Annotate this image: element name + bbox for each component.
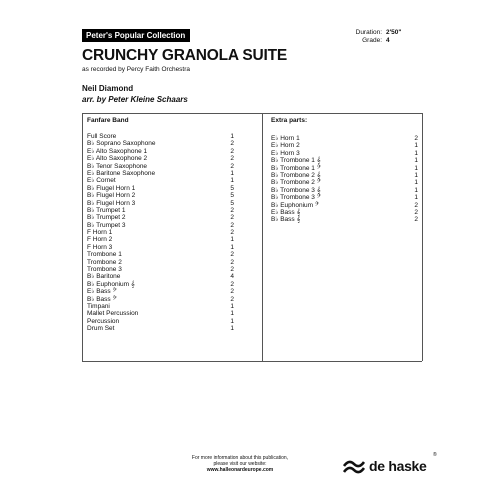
part-quantity: 1 <box>230 177 234 185</box>
part-name: B♭ Flugel Horn 1 <box>87 184 136 192</box>
extra-heading: Extra parts: <box>271 117 308 124</box>
publisher-logo <box>343 452 437 474</box>
part-name: E♭ Horn 2 <box>271 142 300 150</box>
part-quantity: 1 <box>230 243 234 251</box>
part-name: E♭ Alto Saxophone 2 <box>87 155 148 163</box>
fanfare-parts-list <box>87 133 234 333</box>
part-row <box>87 155 234 162</box>
part-quantity: 4 <box>230 273 234 281</box>
part-name: Trombone 1 <box>87 251 122 259</box>
duration-row <box>340 29 420 37</box>
footer-info <box>160 455 320 474</box>
column-divider <box>262 113 263 361</box>
part-name: B♭ Trombone 3 𝄞 <box>271 186 321 194</box>
part-row <box>87 200 234 207</box>
part-quantity: 2 <box>230 295 234 303</box>
de-haske-logo-icon <box>343 458 365 474</box>
part-quantity: 1 <box>414 194 418 202</box>
part-name: F Horn 1 <box>87 229 113 237</box>
part-name: Mallet Percussion <box>87 310 139 318</box>
part-quantity: 2 <box>414 208 418 216</box>
website-link[interactable]: www.halleonardeurope.com <box>206 467 274 474</box>
grade-label: Grade: <box>362 37 382 44</box>
part-quantity: 2 <box>230 155 234 163</box>
bottom-divider <box>82 361 422 362</box>
grade-value: 4 <box>386 37 390 44</box>
part-row <box>87 177 234 184</box>
part-name: E♭ Horn 1 <box>271 135 300 142</box>
part-name: B♭ Trumpet 3 <box>87 221 126 229</box>
part-quantity: 5 <box>230 192 234 200</box>
part-quantity: 1 <box>414 149 418 157</box>
part-name: B♭ Trombone 1 𝄢 <box>271 164 321 172</box>
part-name: Percussion <box>87 317 120 325</box>
part-quantity: 1 <box>230 133 234 140</box>
part-row <box>271 179 418 186</box>
part-name: B♭ Baritone <box>87 273 121 281</box>
part-row <box>271 194 418 201</box>
part-quantity: 2 <box>230 251 234 259</box>
part-name: B♭ Trombone 1 𝄞 <box>271 157 321 165</box>
part-name: B♭ Tenor Saxophone <box>87 162 148 170</box>
part-quantity: 2 <box>230 288 234 296</box>
part-quantity: 2 <box>230 266 234 274</box>
series-banner: Peter's Popular Collection <box>82 29 190 42</box>
part-quantity: 1 <box>230 169 234 177</box>
part-name: E♭ Baritone Saxophone <box>87 169 156 177</box>
meta-info <box>340 29 420 45</box>
part-name: B♭ Soprano Saxophone <box>87 140 156 148</box>
part-row <box>87 318 234 325</box>
part-row <box>87 259 234 266</box>
part-quantity: 1 <box>414 186 418 194</box>
part-row <box>87 244 234 251</box>
part-quantity: 1 <box>230 317 234 325</box>
part-row <box>271 142 418 149</box>
part-row <box>87 222 234 229</box>
part-quantity: 2 <box>230 206 234 214</box>
part-quantity: 2 <box>230 229 234 237</box>
part-row <box>87 303 234 310</box>
part-name: E♭ Cornet <box>87 177 116 185</box>
right-border <box>422 113 423 361</box>
part-row <box>87 288 234 295</box>
part-name: B♭ Flugel Horn 2 <box>87 192 136 200</box>
extra-parts-list <box>271 135 418 224</box>
grade-row <box>340 37 420 45</box>
part-row <box>87 163 234 170</box>
arranger: arr. by Peter Kleine Schaars <box>82 95 188 104</box>
composer: Neil Diamond <box>82 84 134 93</box>
footer-line-1: For more information about this publication, <box>191 455 289 461</box>
part-quantity: 1 <box>230 302 234 310</box>
part-name: F Horn 3 <box>87 243 113 251</box>
part-row <box>87 229 234 236</box>
part-name: B♭ Trumpet 2 <box>87 214 126 222</box>
footer-line-2: please visit our website: <box>213 461 267 468</box>
part-quantity: 2 <box>230 147 234 155</box>
part-name: Drum Set <box>87 325 115 333</box>
part-row <box>87 214 234 221</box>
fanfare-heading: Fanfare Band <box>87 117 129 124</box>
part-quantity: 2 <box>230 140 234 148</box>
part-name: Timpani <box>87 302 110 310</box>
part-name: B♭ Bass 𝄢 <box>87 295 117 303</box>
part-row <box>271 157 418 164</box>
part-name: B♭ Trumpet 1 <box>87 206 126 214</box>
part-name: B♭ Trombone 2 𝄢 <box>271 179 321 187</box>
part-name: B♭ Bass 𝄞 <box>271 216 301 224</box>
part-quantity: 2 <box>230 280 234 288</box>
part-quantity: 2 <box>414 216 418 224</box>
part-quantity: 1 <box>230 236 234 244</box>
part-row <box>271 216 418 223</box>
page-title: CRUNCHY GRANOLA SUITE <box>82 47 288 64</box>
part-quantity: 1 <box>230 310 234 318</box>
part-row <box>87 192 234 199</box>
part-row <box>271 165 418 172</box>
part-quantity: 2 <box>230 162 234 170</box>
part-name: E♭ Bass 𝄢 <box>87 288 117 296</box>
logo-text: de haske <box>369 458 427 474</box>
duration-label: Duration: <box>355 29 382 36</box>
part-name: B♭ Euphonium 𝄞 <box>87 280 135 288</box>
part-quantity: 2 <box>230 221 234 229</box>
part-name: B♭ Trombone 3 𝄢 <box>271 194 321 202</box>
part-row <box>87 325 234 332</box>
part-name: E♭ Alto Saxophone 1 <box>87 147 148 155</box>
part-quantity: 1 <box>414 171 418 179</box>
part-name: E♭ Horn 3 <box>271 149 300 157</box>
part-row <box>87 236 234 243</box>
part-row <box>87 251 234 258</box>
part-row <box>271 202 418 209</box>
part-name: B♭ Flugel Horn 3 <box>87 199 136 207</box>
part-name: F Horn 2 <box>87 236 113 244</box>
part-name: Full Score <box>87 133 117 140</box>
duration-value: 2'50" <box>386 29 402 36</box>
part-quantity: 2 <box>414 135 418 142</box>
part-quantity: 2 <box>230 258 234 266</box>
part-row <box>87 273 234 280</box>
subtitle: as recorded by Percy Faith Orchestra <box>82 66 191 73</box>
top-divider <box>82 113 422 114</box>
part-quantity: 1 <box>414 157 418 165</box>
part-name: E♭ Bass 𝄞 <box>271 208 301 216</box>
part-quantity: 5 <box>230 184 234 192</box>
part-quantity: 1 <box>414 179 418 187</box>
part-quantity: 1 <box>414 142 418 150</box>
part-quantity: 2 <box>230 214 234 222</box>
part-row <box>87 296 234 303</box>
part-name: B♭ Euphonium 𝄢 <box>271 201 320 209</box>
part-name: Trombone 2 <box>87 258 122 266</box>
part-quantity: 1 <box>414 164 418 172</box>
left-border <box>82 113 83 361</box>
part-row <box>87 310 234 317</box>
part-quantity: 1 <box>230 325 234 333</box>
part-name: B♭ Trombone 2 𝄞 <box>271 171 321 179</box>
part-quantity: 2 <box>414 201 418 209</box>
registered-mark: ® <box>433 452 437 458</box>
part-row <box>87 140 234 147</box>
part-quantity: 5 <box>230 199 234 207</box>
part-name: Trombone 3 <box>87 266 122 274</box>
